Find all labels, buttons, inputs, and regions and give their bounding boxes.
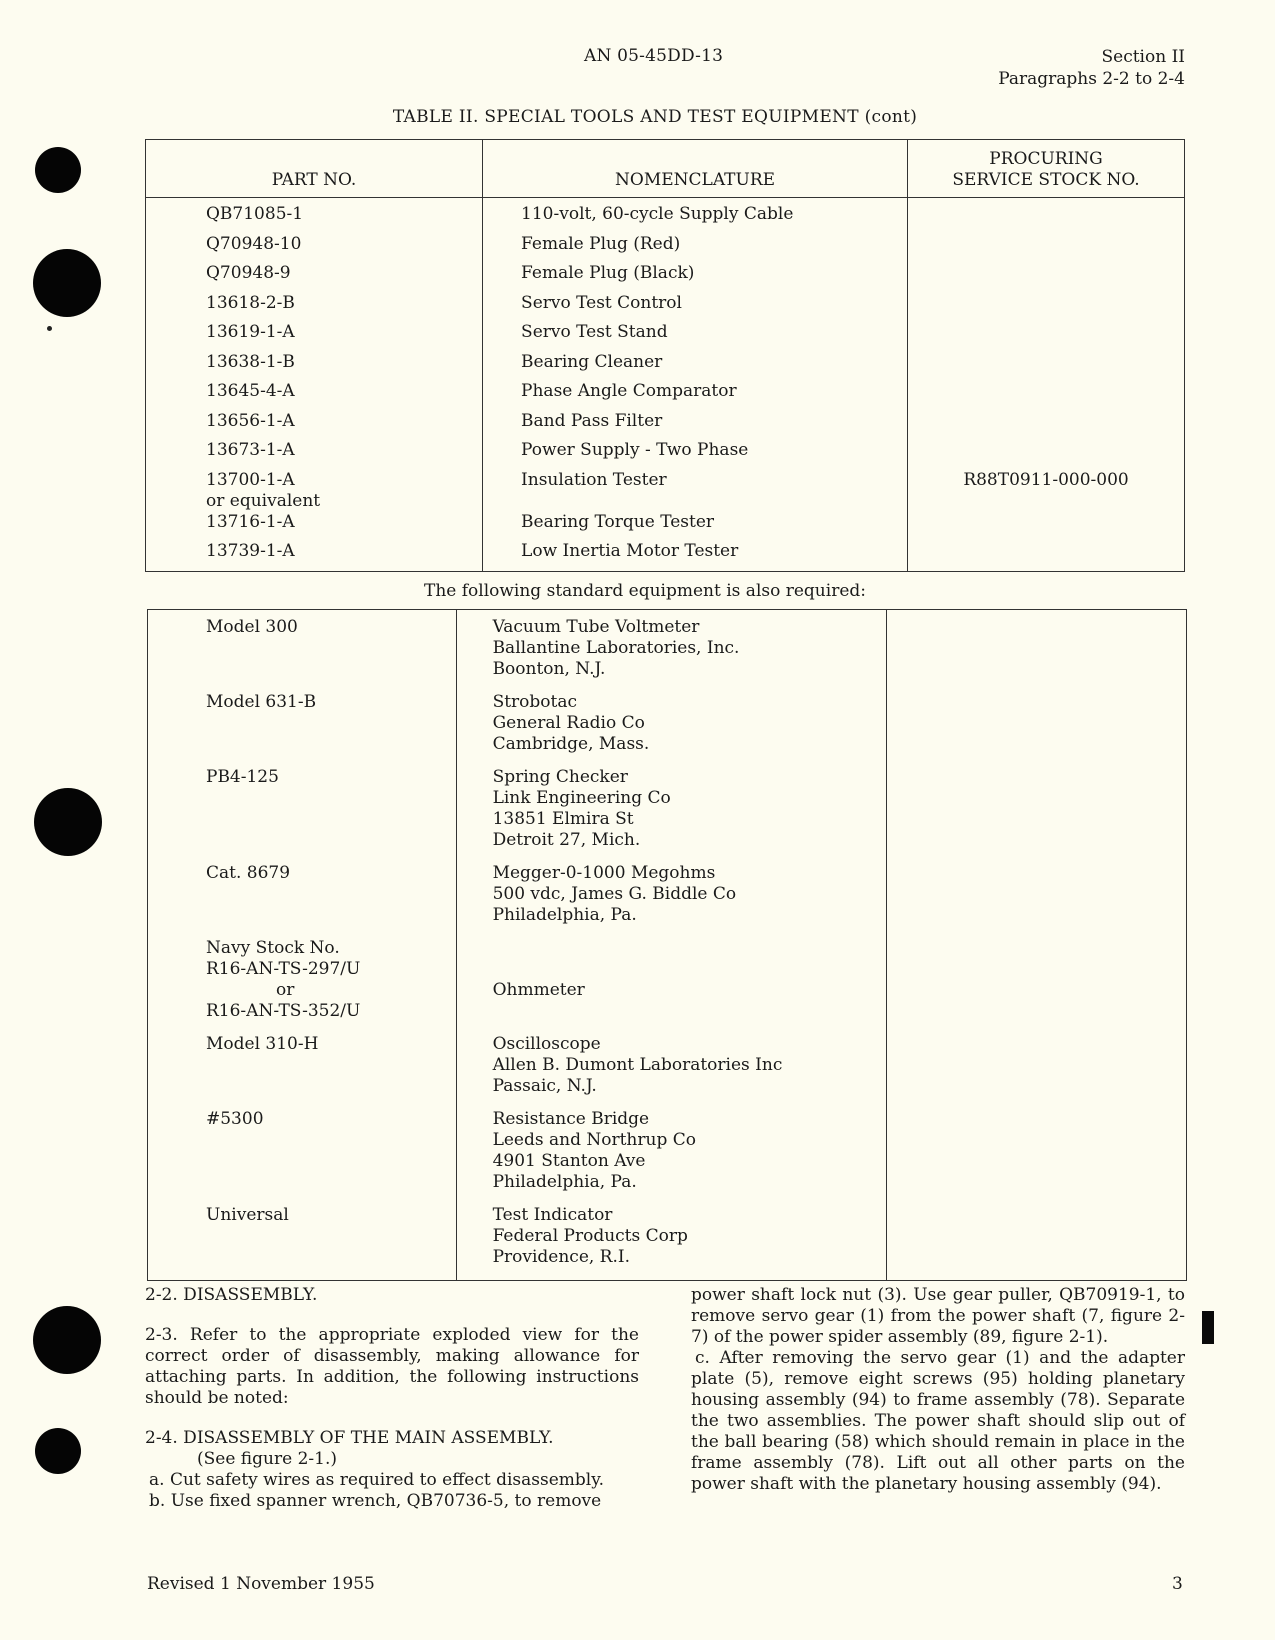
- nomenclature-line: Cambridge, Mass.: [492, 734, 650, 754]
- table-row: [146, 512, 1185, 542]
- section-reference: [998, 46, 1185, 90]
- table-row: [146, 470, 1185, 512]
- cell-nomenclature: Band Pass Filter: [483, 411, 908, 441]
- cell-part-no: [146, 381, 483, 411]
- cell-stock-no: [908, 541, 1185, 571]
- cell-part-no: [148, 610, 457, 693]
- part-line: Navy Stock No.: [206, 938, 340, 958]
- table-row: [146, 381, 1185, 411]
- part-line: or: [276, 980, 295, 1000]
- cell-part-no: [148, 692, 457, 767]
- nomenclature-line: [493, 959, 886, 980]
- part-number: Q70948-10: [206, 233, 302, 254]
- section-label: Section II: [1101, 47, 1185, 67]
- cell-nomenclature: Servo Test Control: [483, 293, 908, 323]
- part-line: Model 310-H: [206, 1034, 319, 1054]
- punch-hole: [35, 1428, 81, 1474]
- punch-hole: [33, 1306, 101, 1374]
- cell-part-no: [146, 198, 483, 234]
- table-row: [146, 293, 1185, 323]
- paragraph-2-3: 2-3. Refer to the appropriate exploded view for the correct order of disassembly, making allowance for attaching parts. In addition, the following instructions should be noted:: [145, 1325, 639, 1408]
- cell-nomenclature: [456, 1034, 886, 1109]
- table-row: [146, 322, 1185, 352]
- step-a: a. Cut safety wires as required to effect disassembly.: [149, 1470, 604, 1490]
- part-number: 13716-1-A: [206, 511, 295, 532]
- nomenclature-line: Allen B. Dumont Laboratories Inc: [492, 1055, 783, 1075]
- table-header-row: [146, 140, 1185, 198]
- part-line: R16-AN-TS-352/U: [206, 1001, 361, 1021]
- cell-part-no: [146, 352, 483, 382]
- cell-nomenclature: Female Plug (Red): [483, 234, 908, 264]
- special-tools-table: [145, 139, 1185, 572]
- cell-part-no: [146, 470, 483, 512]
- cell-part-no: [148, 767, 457, 863]
- cell-part-no: [146, 411, 483, 441]
- part-number: 13700-1-A: [206, 469, 295, 490]
- table-row: [148, 1109, 1187, 1205]
- paragraph-2-2-heading: 2-2. DISASSEMBLY.: [145, 1285, 318, 1305]
- table-row: [148, 692, 1187, 767]
- nomenclature-line: Philadelphia, Pa.: [492, 1172, 637, 1192]
- stock-header-line2: SERVICE STOCK NO.: [952, 170, 1140, 190]
- cell-stock-no: [908, 198, 1185, 234]
- cell-stock-no: [908, 293, 1185, 323]
- nomenclature-line: 13851 Elmira St: [492, 809, 634, 829]
- punch-hole: [35, 147, 81, 193]
- cell-nomenclature: [456, 610, 886, 693]
- text-column-right: [691, 1285, 1185, 1495]
- nomenclature-line: Test Indicator: [492, 1205, 613, 1225]
- nomenclature-line: Vacuum Tube Voltmeter: [492, 617, 700, 637]
- part-line: R16-AN-TS-297/U: [206, 959, 361, 979]
- cell-stock-no: [908, 352, 1185, 382]
- speck: [47, 326, 52, 331]
- table-row: [148, 938, 1187, 1034]
- nomenclature-line: Ballantine Laboratories, Inc.: [492, 638, 740, 658]
- nomenclature-line: [493, 938, 886, 959]
- cell-nomenclature: Bearing Cleaner: [483, 352, 908, 382]
- cell-stock-no: R88T0911-000-000: [908, 470, 1185, 512]
- cell-stock-no: [908, 512, 1185, 542]
- part-number: 13656-1-A: [206, 410, 295, 431]
- nomenclature-line: Passaic, N.J.: [492, 1076, 597, 1096]
- cell-stock-no: [908, 440, 1185, 470]
- cell-part-no: [146, 512, 483, 542]
- nomenclature-line: General Radio Co: [492, 713, 645, 733]
- table-row: [148, 767, 1187, 863]
- paragraph-range: Paragraphs 2-2 to 2-4: [998, 69, 1185, 89]
- table-row: [148, 1034, 1187, 1109]
- table-row: [146, 198, 1185, 234]
- nomenclature-line: 4901 Stanton Ave: [492, 1151, 646, 1171]
- part-line: #5300: [206, 1109, 264, 1129]
- cell-stock-no: [908, 411, 1185, 441]
- nomenclature-line: Spring Checker: [492, 767, 628, 787]
- cell-nomenclature: [456, 767, 886, 863]
- revision-change-bar: [1202, 1311, 1214, 1344]
- step-b-continued: power shaft lock nut (3). Use gear puller, QB70919-1, to remove servo gear (1) from the power shaft (7, figure 2-7) of the power spider assembly (89, figure 2-1).: [691, 1285, 1185, 1347]
- cell-part-no: [148, 1109, 457, 1205]
- nomenclature-line: Boonton, N.J.: [492, 659, 606, 679]
- cell-nomenclature: Bearing Torque Tester: [483, 512, 908, 542]
- part-line: PB4-125: [206, 767, 279, 787]
- cell-part-no: [148, 1205, 457, 1281]
- cell-nomenclature: Female Plug (Black): [483, 263, 908, 293]
- nomenclature-line: Philadelphia, Pa.: [492, 905, 637, 925]
- part-number: 13673-1-A: [206, 440, 295, 460]
- revision-date: Revised 1 November 1955: [147, 1574, 375, 1594]
- cell-stock-no: [908, 234, 1185, 264]
- part-line: Universal: [206, 1205, 289, 1225]
- cell-stock-no: [886, 863, 1186, 938]
- part-number: QB71085-1: [206, 204, 304, 224]
- nomenclature-line: Ohmmeter: [492, 980, 585, 1000]
- column-header-stock-no: [908, 140, 1185, 198]
- document-number: AN 05-45DD-13: [584, 46, 724, 66]
- table-row: [146, 440, 1185, 470]
- stock-header-line1: PROCURING: [989, 149, 1103, 169]
- cell-nomenclature: [456, 1205, 886, 1281]
- cell-stock-no: [908, 322, 1185, 352]
- cell-nomenclature: [456, 938, 886, 1034]
- cell-nomenclature: [456, 1109, 886, 1205]
- step-b: b. Use fixed spanner wrench, QB70736-5, to remove: [149, 1491, 602, 1511]
- table-row: [146, 411, 1185, 441]
- cell-stock-no: [886, 610, 1186, 693]
- cell-stock-no: [886, 1109, 1186, 1205]
- cell-stock-no: [886, 692, 1186, 767]
- cell-nomenclature: Phase Angle Comparator: [483, 381, 908, 411]
- table-row: [146, 352, 1185, 382]
- nomenclature-line: Federal Products Corp: [492, 1226, 688, 1246]
- part-number: Q70948-9: [206, 263, 291, 283]
- cell-part-no: [146, 440, 483, 470]
- part-number-alt: or equivalent: [206, 490, 321, 511]
- nomenclature-line: 500 vdc, James G. Biddle Co: [492, 884, 737, 904]
- cell-stock-no: [886, 1205, 1186, 1281]
- nomenclature-line: Resistance Bridge: [492, 1109, 650, 1129]
- column-header-part-no: PART NO.: [146, 140, 483, 198]
- cell-nomenclature: Insulation Tester: [483, 470, 908, 512]
- part-line: Model 631-B: [206, 692, 317, 712]
- standard-equipment-note: The following standard equipment is also required:: [423, 581, 866, 601]
- part-number: 13645-4-A: [206, 381, 295, 401]
- cell-stock-no: [886, 1034, 1186, 1109]
- cell-nomenclature: Low Inertia Motor Tester: [483, 541, 908, 571]
- table-row: [146, 263, 1185, 293]
- part-line: Model 300: [206, 617, 298, 637]
- cell-nomenclature: [456, 863, 886, 938]
- punch-hole: [33, 249, 101, 317]
- page-number: 3: [1172, 1574, 1183, 1594]
- cell-part-no: [146, 263, 483, 293]
- cell-part-no: [146, 541, 483, 571]
- cell-part-no: [146, 234, 483, 264]
- column-header-nomenclature: NOMENCLATURE: [483, 140, 908, 198]
- nomenclature-line: Providence, R.I.: [492, 1247, 631, 1267]
- cell-nomenclature: 110-volt, 60-cycle Supply Cable: [483, 198, 908, 234]
- cell-part-no: [146, 322, 483, 352]
- standard-equipment-table: [147, 609, 1187, 1281]
- nomenclature-line: Oscilloscope: [492, 1034, 601, 1054]
- table-row: [146, 234, 1185, 264]
- cell-stock-no: [908, 381, 1185, 411]
- cell-stock-no: [886, 938, 1186, 1034]
- punch-hole: [34, 788, 102, 856]
- nomenclature-line: Strobotac: [492, 692, 578, 712]
- cell-nomenclature: Servo Test Stand: [483, 322, 908, 352]
- table-row: [148, 610, 1187, 693]
- cell-part-no: [148, 938, 457, 1034]
- part-number: 13619-1-A: [206, 322, 295, 342]
- nomenclature-line: Detroit 27, Mich.: [492, 830, 641, 850]
- text-column-left: [145, 1285, 639, 1512]
- cell-stock-no: [908, 263, 1185, 293]
- table-row: [148, 863, 1187, 938]
- part-number: 13638-1-B: [206, 351, 295, 372]
- part-number: 13739-1-A: [206, 541, 295, 561]
- part-number: 13618-2-B: [206, 292, 295, 313]
- cell-part-no: [148, 1034, 457, 1109]
- nomenclature-line: Link Engineering Co: [492, 788, 671, 808]
- figure-reference: (See figure 2-1.): [197, 1449, 337, 1469]
- cell-part-no: [146, 293, 483, 323]
- table-row: [146, 541, 1185, 571]
- table-title: TABLE II. SPECIAL TOOLS AND TEST EQUIPMENT (cont): [392, 107, 918, 127]
- part-line: Cat. 8679: [206, 863, 291, 883]
- nomenclature-line: Megger-0-1000 Megohms: [492, 863, 716, 883]
- cell-nomenclature: Power Supply - Two Phase: [483, 440, 908, 470]
- cell-part-no: [148, 863, 457, 938]
- cell-nomenclature: [456, 692, 886, 767]
- paragraph-2-4-heading: 2-4. DISASSEMBLY OF THE MAIN ASSEMBLY.: [145, 1428, 554, 1448]
- step-c: c. After removing the servo gear (1) and the adapter plate (5), remove eight screws (95) holding planetary housing assembly (94) to frame assembly (78). Separate the two assemblies. The power shaft should slip out of the ball bearing (58) which should remain in place in the frame assembly (78). Lift out all other parts on the power shaft with the planetary housing assembly (94).: [691, 1348, 1185, 1494]
- table-row: [148, 1205, 1187, 1281]
- cell-stock-no: [886, 767, 1186, 863]
- nomenclature-line: Leeds and Northrup Co: [492, 1130, 696, 1150]
